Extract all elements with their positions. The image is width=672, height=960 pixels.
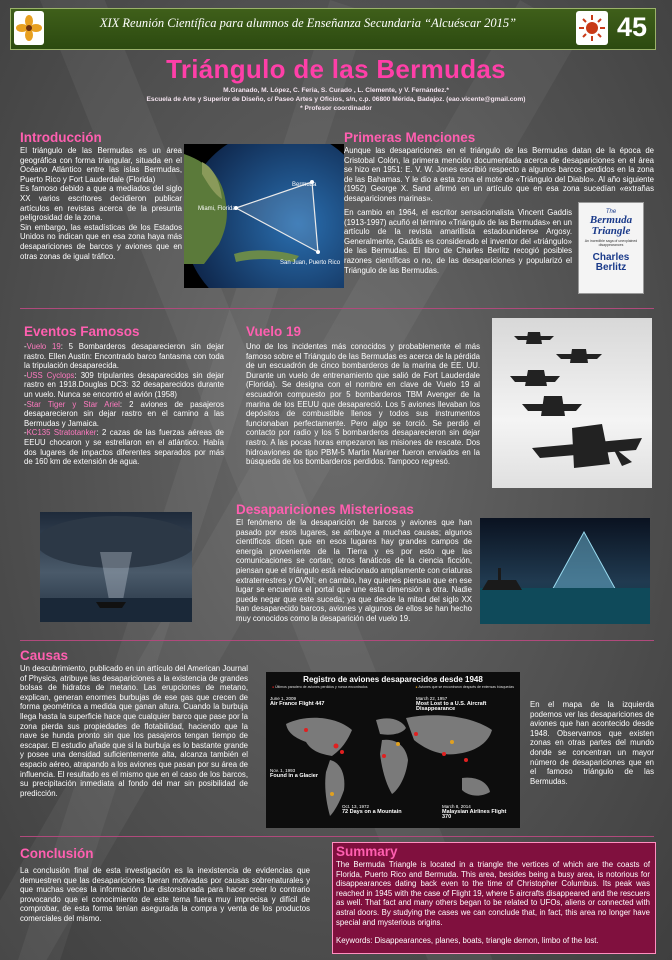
vuelo19-heading: Vuelo 19 xyxy=(246,324,302,339)
evento-text: : 2 aviones de pasajeros desaparecieron sin dejar rastro en el camino a las Bermudas y Jamaica. xyxy=(24,399,224,428)
summary-text: The Bermuda Triangle is located in a triangle the vertices of which are the coasts of Florida, Puerto Rico and Bermuda. This area, besides being a busy area, is notorious for disappearances dating back even to the time of Christopher Columbus. Its peak was reached in 1945 with the case of Flight 19, where 5 aircrafts disappeared and the rescuers as well. That fact and many others began to be related to UFOs, aliens or connected with astral doors. By studying the cases we can conclude that, in fact, this area no longer have special and mysterious origins. xyxy=(336,860,650,927)
legend-item xyxy=(415,685,514,689)
primeras-heading: Primeras Menciones xyxy=(344,130,476,145)
map-note xyxy=(342,804,412,815)
evento-text: : 2 cazas de las fuerzas aéreas de EEUU chocaron y se estrellaron en el atlántico. Había dos lugares de impactos diferentes separados por más de 160 km de extensión de agua. xyxy=(24,428,224,467)
conclusion-heading: Conclusión xyxy=(20,846,94,861)
evento-text: : 309 tripulantes desaparecidos sin dejar rastro en 1918.Douglas DC3: 32 desaparecidos durante un vuelo. Nunca se encontró el avión (1958) xyxy=(24,370,224,399)
evento-item: -KC135 Stratotanker: 2 cazas de las fuerzas aéreas de EEUU chocaron y se estrellaron en el atlántico. Había dos lugares de impactos diferentes separados por más de 160 km de extensión de agua. xyxy=(24,428,224,467)
introduccion-p1: El triángulo de las Bermudas es un área geográfica con forma triangular, situada en el Océano Atlántico entre las islas Bermudas, Puerto Rico y Fort Lauderdale (Florida) xyxy=(20,146,182,184)
eventos-list xyxy=(24,342,224,467)
page-title: Triángulo de las Bermudas xyxy=(166,54,506,84)
vuelo19-planes-photo xyxy=(492,318,652,488)
legend-yellow-dot-icon: ● xyxy=(415,685,418,689)
introduccion-p2: Es famoso debido a que a mediados del siglo XX varios escritores decidieron publicar artículos en revistas acerca de la presunta peligrosidad de la zona. xyxy=(20,184,182,223)
introduccion-text xyxy=(20,146,182,261)
map-note-name: Air France Flight 447 xyxy=(270,700,325,707)
conclusion-text: La conclusión final de esta investigación es la inexistencia de evidencias que demuestren que las desapariciones fueran motivadas por causas sobrenaturales y que muchas veces la información fue distorsionada para hacer creer lo contrario provocando que el conocimiento de este tema fuera muy imprecisa y difícil de comprobar, de esta forma tenían asegurada la compra y venta de los productos comerciales del mismo. xyxy=(20,866,310,923)
registro-map xyxy=(266,672,520,828)
map-note-date: June 1, 2009 xyxy=(270,696,297,701)
planes-illustration xyxy=(492,318,652,488)
affiliation: Escuela de Arte y Superior de Diseño, c/ Paseo Artes y Oficios, s/n, c.p. 06800 Mérida, Badajoz. (eao.vicente@gmail.com) xyxy=(146,96,526,103)
summary-heading: Summary xyxy=(336,844,398,859)
book-author2: Berlitz xyxy=(595,262,627,273)
pyramid-ship-photo xyxy=(480,518,650,624)
evento-name: Star Tiger y Star Ariel xyxy=(26,399,120,409)
introduccion-p3: Sin embargo, las estadísticas de los Estados Unidos no indican que en esa zona haya más desapariciones de barcos y aviones que en otras zonas de igual tráfico. xyxy=(20,222,182,261)
header-title: XIX Reunión Científica para alumnos de Enseñanza Secundaria “Alcuéscar 2015” xyxy=(99,16,517,30)
map-note xyxy=(270,768,340,779)
divider xyxy=(20,836,654,837)
authors: M.Granado, M. López, C. Feria, S. Curado , L. Clemente, y V. Fernández.* xyxy=(223,87,449,94)
map-note-name: 72 Days on a Mountain xyxy=(342,808,402,815)
eventos-heading: Eventos Famosos xyxy=(24,324,140,339)
map-note-date: March 22, 1957 xyxy=(416,696,448,701)
legend-text: Últimos paradero de aviones perdidos y nunca encontrados xyxy=(275,685,368,689)
event-logo xyxy=(576,11,608,45)
desapariciones-text: El fenómeno de la desaparición de barcos y aviones que han pasado por esos lugares, se atribuye a muchas causas; algunos científicos dicen que en esos lugares hay grandes campos de energía proveniente de la Tierra y es por esto que las comunicaciones se cortan; otros fanáticos de la ciencia ficción, piensan que el triángulo está relacionado ampliamente con criaturas extraterrestres y OVNI; en cambio, hay quienes piensan que en ese lugar se encuentra el portal que une esta dimensión a otra. Nadie puede negar que este suceda; ya que desde la mitad del siglo XX han desaparecido barcos, aviones y algunos de ellos se han hecho muy conocidos como la desaparición del vuelo 19. xyxy=(236,518,472,623)
summary-keywords: Keywords: Disappearances, planes, boats, triangle demon, limbo of the lost. xyxy=(336,936,599,945)
storm-illustration xyxy=(40,512,192,622)
book-title-line1: Bermuda xyxy=(589,214,633,226)
storm-ship-photo xyxy=(40,512,192,622)
authors-block xyxy=(0,86,672,113)
primeras-p2: En cambio en 1964, el escritor sensacionalista Vincent Gaddis (1913-1997) acuñó el término «Triángulo de las Bermudas» en un artículo de la revista amarillista estadounidense Argosy. Generalmente, Gaddis es considerado el inventor del «triángulo» de las Bermudas. El libro de Charles Berlitz recogió posibles razones científicas o no, de las desapariciones y popularizó el Triángulo de las Bermudas. xyxy=(344,208,572,275)
map-note-name: Most Lost to a U.S. Aircraft Disappearance xyxy=(416,700,487,712)
evento-item: -Star Tiger y Star Ariel: 2 aviones de pasajeros desaparecieron sin dejar rastro en el camino a las Bermudas y Jamaica. xyxy=(24,399,224,428)
poster-number: 45 xyxy=(616,12,648,42)
bermuda-globe-image xyxy=(184,144,344,288)
map-note xyxy=(442,804,516,821)
school-logo xyxy=(14,11,44,45)
evento-name: KC135 Stratotanker xyxy=(26,428,97,438)
evento-item: -USS Cyclops: 309 tripulantes desaparecidos sin dejar rastro en 1918.Douglas DC3: 32 desaparecidos durante un vuelo. Nunca se encontró el avión (1958) xyxy=(24,370,224,399)
map-note xyxy=(270,696,340,707)
evento-text: : 5 Bombarderos desaparecieron sin dejar rastro. Ellen Austin: Encontrado barco fantasma con toda la tripulación desaparecida. xyxy=(24,342,224,371)
introduccion-heading: Introducción xyxy=(20,130,102,145)
primeras-p1: Aunque las desapariciones en el triángulo de las Bermudas datan de la época de Cristobal Colón, la primera mención documentada acerca de desapariciones en el área se hizo en 1951: E. V. W. Jones escribió respecto a algunos barcos perdidos en la zona de las Bahamas. Y le dio a esta zona el mote de «Triángulo del Diablo». Al año siguiente (1952) George X. Sand afirmó en un artículo que en esa zona sucedían «extrañas desapariciones marinas». xyxy=(344,146,654,203)
flower-logo-icon xyxy=(16,14,42,42)
divider xyxy=(20,640,654,641)
causas-text: Un descubrimiento, publicado en un artículo del American Journal of Physics, atribuye las desapariciones a la existencia de grandes bolsas de hidratos de metano. Las erupciones de metano, explican, generan enormes burbujas de ese gas que crecen de forma geométrica a medida que ganan altura. Cuando la burbuja llega hasta la superficie hace que cualquier barco que pase por la zona pierda sus propiedades de flotabilidad, haciendo que la nave se hunda pronto sin que los pasajeros tengan tiempo de escapar. El estudio añade que si la burbuja es lo bastante grande y posee una densidad suficientemente alta, alcanza también el espacio aéreo, atrapando a los aviones que pasan por su área de influencia. El resultado es el mismo que en el caso de los barcos, su precipitación inmediata al fondo del mar sin posibilidad de predicción. xyxy=(20,664,248,798)
mapa-caption: En el mapa de la izquierda podemos ver las desapariciones de aviones que han acontecido desde 1948. Observamos que existen zonas en otras partes del mundo donde se concentran un mayor número de desapariciones que en el famoso triángulo de las Bermudas. xyxy=(530,700,654,786)
map-label-bermuda: Bermuda xyxy=(292,182,317,188)
desapariciones-heading: Desapariciones Misteriosas xyxy=(236,502,414,517)
registro-map-title: Registro de aviones desaparecidos desde 1948 xyxy=(303,675,483,684)
map-note xyxy=(416,696,512,713)
evento-item: -Vuelo 19: 5 Bombarderos desaparecieron sin dejar rastro. Ellen Austin: Encontrado barco fantasma con toda la tripulación desaparecida. xyxy=(24,342,224,371)
map-label-sanjuan: San Juan, Puerto Rico xyxy=(280,260,341,266)
vuelo19-text: Uno de los incidentes más conocidos y probablemente el más famoso sobre el Triángulo de las Bermudas es acerca de la pérdida de un escuadrón de cinco bombarderos de la marina de EE. UU. Durante un vuelo de entrenamiento que salió de Fort Lauderdale (Florida). Se designa con el nombre en clave de Vuelo 19 al escuadrón compuesto por 5 bombarderos TBM Avenger de la marina de los EEUU que desapareció. Los 5 aviones llevaban los depósitos de combustible llenos y todos sus instrumentos funcionaban perfectamente. Pero algo se torció. Se perdió el contacto por radio y los 5 bombarderos desaparecieron sin dejar rastro. A las pocas horas empezaron las misiones de rescate. Dos hidroaviones de tipo PBM-5 Martin Mariner fueron enviados en la búsqueda de los bombarderos perdidos. Tampoco regresó. xyxy=(246,342,480,467)
sun-logo-icon xyxy=(578,14,606,42)
map-label-miami: Miami, Florida xyxy=(198,206,236,212)
evento-name: Vuelo 19 xyxy=(26,342,61,351)
legend-red-dot-icon: ● xyxy=(272,685,275,689)
book-subtitle: An incredible saga of unexplained disappearances xyxy=(584,239,638,247)
evento-name: USS Cyclops xyxy=(26,370,75,380)
map-note-date: March 8, 2014 xyxy=(442,804,471,809)
map-note-name: Malaysian Airlines Flight 370 xyxy=(442,808,507,820)
map-note-date: Nov. 1, 1993 xyxy=(270,768,296,773)
causas-heading: Causas xyxy=(20,648,69,663)
book-title-line2: Triangle xyxy=(591,225,631,237)
globe-illustration xyxy=(184,144,344,288)
registro-map-legend xyxy=(266,684,520,690)
book-the: The xyxy=(605,209,617,215)
book-cover xyxy=(578,202,644,294)
book-author1: Charles xyxy=(592,252,630,263)
legend-item xyxy=(272,685,368,689)
legend-text: Aviones que se encontraron después de extensas búsquedas xyxy=(418,685,514,689)
pyramid-illustration xyxy=(480,518,650,624)
map-note-date: Oct. 13, 1972 xyxy=(342,804,370,809)
divider xyxy=(20,308,654,309)
map-note-name: Found in a Glacier xyxy=(270,772,318,779)
coordinator: * Profesor coordinador xyxy=(300,105,372,112)
